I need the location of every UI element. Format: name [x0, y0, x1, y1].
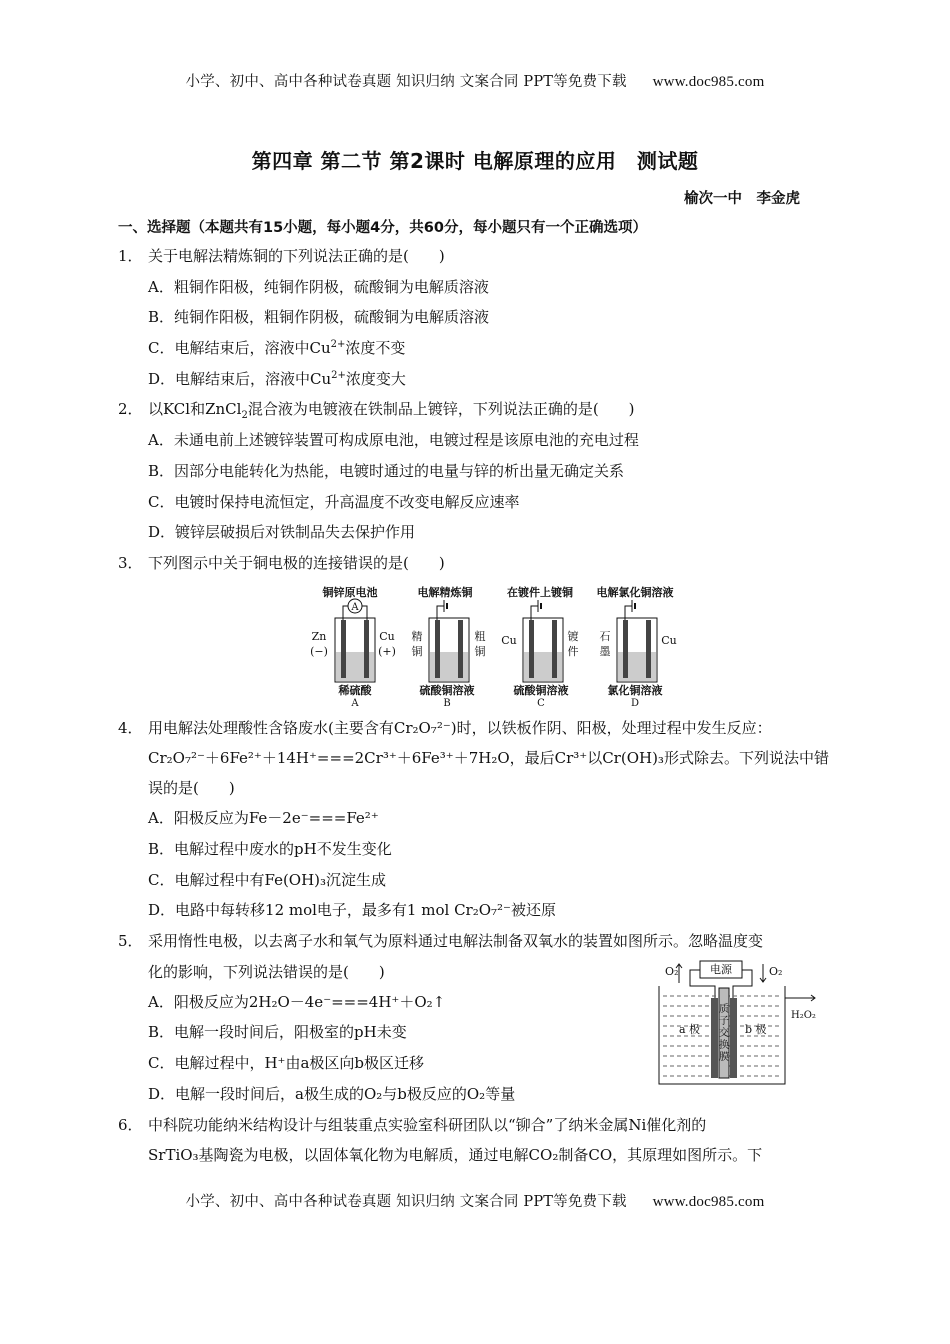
fig-a-pole: a 极 [679, 1023, 701, 1036]
fig-a-solution-label: 稀硫酸 [338, 684, 372, 697]
fig-power-label: 电源 [710, 963, 732, 976]
q1-number: 1． [118, 247, 143, 265]
svg-text:子: 子 [719, 1016, 729, 1027]
q3-stem: 下列图示中关于铜电极的连接错误的是( ) [148, 554, 445, 572]
footer-text: 小学、初中、高中各种试卷真题 知识归纳 文案合同 PPT等免费下载 [185, 1194, 627, 1210]
fig-o2-right: O₂ [769, 965, 783, 978]
q1-option-c: C．电解结束后，溶液中$Cu^{2+}$浓度不变 [148, 339, 406, 357]
fig-b-pole: b 极 [745, 1023, 767, 1036]
svg-text:膜: 膜 [719, 1052, 729, 1063]
q2-option-d: D．镀锌层破损后对铁制品失去保护作用 [148, 523, 416, 541]
fig-a-cu-electrode [364, 620, 369, 678]
q4-option-d: D．电路中每转移12 mol电子，最多有1 mol Cr₂O₇²⁻被还原 [148, 901, 556, 919]
q5-stem-line2: 化的影响，下列说法错误的是( ) [148, 963, 385, 981]
fig-b-solution-label: 硫酸铜溶液 [419, 684, 475, 697]
fig-b-left2: 铜 [411, 645, 423, 658]
fig-c-title: 在镀件上镀铜 [507, 586, 573, 599]
fig-a-right2: (+) [378, 645, 396, 658]
q5-stem-line1: 采用惰性电极，以去离子水和氧气为原料通过电解法制备双氧水的装置如图所示。忽略温度变 [148, 932, 764, 950]
fig-a-label: A [351, 698, 359, 708]
fig-c-right2: 件 [567, 645, 579, 658]
q2-option-c: C．电镀时保持电流恒定，升高温度不改变电解反应速率 [148, 493, 520, 511]
page-header [0, 70, 950, 91]
fig-d-label: D [630, 698, 640, 708]
q5-number: 5． [118, 932, 143, 950]
fig-d-left: 石 [599, 630, 611, 643]
fig-d-right: Cu [661, 634, 677, 647]
fig-a-left2: (−) [310, 645, 328, 658]
electrode-b [730, 998, 737, 1078]
q4-option-b: B．电解过程中废水的pH不发生变化 [148, 840, 392, 858]
author: 榆次一中 李金虎 [684, 191, 800, 207]
fig-c-right: 镀 [567, 630, 579, 643]
fig-b-title: 电解精炼铜 [417, 586, 473, 599]
q4-stem-line1: 用电解法处理酸性含铬废水(主要含有Cr₂O₇²⁻)时，以铁板作阴、阳极，处理过程中发生反应： [148, 719, 772, 737]
q4-option-c: C．电解过程中有Fe(OH)₃沉淀生成 [148, 871, 387, 889]
q6-stem-line1: 中科院功能纳米结构设计与组装重点实验室科研团队以“铆合”了纳米金属Ni催化剂的 [148, 1116, 707, 1134]
section-heading: 一、选择题（本题共有15小题，每小题4分，共60分，每小题只有一个正确选项） [118, 220, 647, 236]
q5-option-b: B．电解一段时间后，阳极室的pH未变 [148, 1023, 407, 1041]
fig-a-title: 铜锌原电池 [322, 586, 378, 599]
svg-text:质: 质 [719, 1004, 729, 1015]
q4-stem-line2: Cr₂O₇²⁻＋6Fe²⁺＋14H⁺===2Cr³⁺＋6Fe³⁺＋7H₂O，最后Cr³⁺以Cr(OH)₃形式除去。下列说法中错 [148, 749, 829, 767]
fig-a-meter: A [351, 602, 359, 613]
q5-figure [655, 958, 835, 1088]
fig-b-right: 粗 [474, 630, 486, 643]
q1-stem: 关于电解法精炼铜的下列说法正确的是( ) [148, 247, 445, 265]
header-url[interactable]: www.doc985.com [652, 74, 765, 90]
footer-url[interactable]: www.doc985.com [652, 1194, 765, 1210]
q2-stem: 以KCl和ZnCl$_2$混合液为电镀液在铁制品上镀锌，下列说法正确的是( ) [148, 400, 635, 421]
svg-text:交: 交 [719, 1028, 729, 1039]
q6-number: 6． [118, 1116, 143, 1134]
fig-d-title: 电解氯化铜溶液 [596, 586, 674, 599]
q5-option-a: A．阳极反应为2H₂O－4e⁻===4H⁺＋O₂↑ [148, 993, 446, 1011]
fig-d-left2: 墨 [599, 645, 611, 658]
fig-b-right2: 铜 [474, 645, 486, 658]
fig-d-solution-label: 氯化铜溶液 [607, 684, 663, 697]
q3-figure [305, 580, 685, 708]
q6-stem-line2: SrTiO₃基陶瓷为电极，以固体氧化物为电解质，通过电解CO₂制备CO，其原理如图所示。下 [148, 1146, 763, 1164]
q1-option-d: D．电解结束后，溶液中$Cu^{2+}$浓度变大 [148, 370, 406, 388]
fig-a-left: Zn [311, 630, 327, 643]
q2-option-b: B．因部分电能转化为热能，电镀时通过的电量与锌的析出量无确定关系 [148, 462, 625, 480]
q1-option-a: A．粗铜作阳极，纯铜作阴极，硫酸铜为电解质溶液 [148, 278, 489, 296]
svg-text:换: 换 [719, 1040, 729, 1051]
fig-o2-left: O₂ [665, 965, 679, 978]
fig-b-label: B [443, 698, 451, 708]
page-footer [0, 1190, 950, 1211]
header-text: 小学、初中、高中各种试卷真题 知识归纳 文案合同 PPT等免费下载 [185, 74, 627, 90]
q2-option-a: A．未通电前上述镀锌装置可构成原电池，电镀过程是该原电池的充电过程 [148, 431, 639, 449]
q4-option-a: A．阳极反应为Fe－2e⁻===Fe²⁺ [148, 809, 379, 827]
q3-number: 3． [118, 554, 143, 572]
page-title: 第四章 第二节 第2课时 电解原理的应用 测试题 [251, 149, 699, 173]
q5-option-c: C．电解过程中，H⁺由a极区向b极区迁移 [148, 1054, 425, 1072]
fig-a-zn-electrode [341, 620, 346, 678]
electrode-a [711, 998, 718, 1078]
fig-a-right: Cu [379, 630, 395, 643]
fig-c-solution-label: 硫酸铜溶液 [513, 684, 569, 697]
fig-c-left: Cu [501, 634, 517, 647]
fig-c-label: C [537, 698, 545, 708]
q1-option-b: B．纯铜作阳极，粗铜作阴极，硫酸铜为电解质溶液 [148, 308, 490, 326]
q5-option-d: D．电解一段时间后，a极生成的O₂与b极反应的O₂等量 [148, 1085, 516, 1103]
q4-stem-line3: 误的是( ) [148, 779, 235, 797]
q2-number: 2． [118, 400, 143, 418]
fig-h2o2: H₂O₂ [791, 1010, 816, 1021]
fig-b-left: 精 [411, 630, 423, 643]
q4-number: 4． [118, 719, 143, 737]
